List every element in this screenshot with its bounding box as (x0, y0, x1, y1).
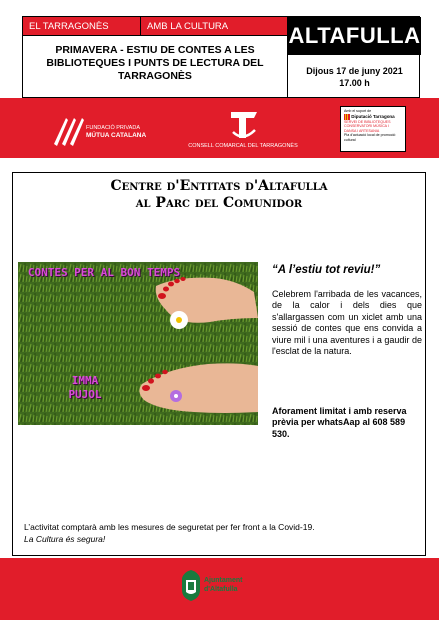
dip-detail-text: SERVEI DE BIBLIOTEQUES CONSERVATORI MÚSICA I DANSA I ARTESANIA (344, 119, 391, 133)
mutua-claw-icon (52, 114, 88, 148)
town-name: ALTAFULLA (288, 17, 421, 55)
dip-name-label: Diputació Tarragona (351, 113, 395, 119)
photo-overlay-author: IMMA PUJOL (68, 374, 102, 401)
event-description: Celebrem l'arribada de les vacances, de la calor i dels dies que s'allargassen com un xiclet amb una sessió de contes que ens convida a viure mil i una aventures i a gaudir de l'esclat de la natura. (272, 289, 422, 357)
venue-line1: Centre d'Entitats d'Altafulla (110, 178, 328, 194)
event-date: Dijous 17 de juny 2021 (306, 66, 403, 76)
feet-on-grass-photo (18, 262, 258, 425)
mutua-text (86, 125, 146, 139)
footer-band (0, 558, 439, 620)
consell-text: CONSELL COMARCAL DEL TARRAGONÈS (188, 143, 298, 149)
venue-line2: al Parc del Comunidor (135, 195, 303, 211)
mutua-catalana-logo (52, 114, 172, 148)
dip-bottom-text: Pla d'actuació local de promoció cultural (344, 133, 396, 142)
photo-illustration (18, 262, 258, 425)
dip-support-text: Amb el suport de (344, 109, 372, 113)
dip-shield-icon (344, 114, 350, 120)
mutua-line2: MÚTUA CATALANA (86, 132, 147, 139)
program-title: PRIMAVERA - ESTIU DE CONTES A LES BIBLIOTEQUES I PUNTS DE LECTURA DEL TARRAGONÈS (23, 36, 288, 99)
ajuntament-line1: Ajuntament (204, 577, 243, 584)
ajuntament-line2: d'Altafulla (204, 586, 238, 593)
ajuntament-logo (180, 568, 260, 608)
photo-overlay-title: CONTES PER AL BON TEMPS (27, 266, 181, 279)
consell-comarcal-logo (178, 108, 308, 152)
culture-slogan: La Cultura és segura! (24, 534, 106, 544)
venue-title (12, 172, 426, 212)
covid-notice: L’activitat comptarà amb les mesures de seguretat per fer front a la Covid-19. (24, 522, 315, 532)
tab-amb-la-cultura: AMB LA CULTURA (141, 17, 288, 36)
dip-name (344, 114, 402, 120)
tab-el-tarragones: EL TARRAGONÈS (23, 17, 141, 36)
ajuntament-shield-icon (180, 568, 202, 602)
event-time: 17.00 h (339, 78, 370, 88)
booking-info: Aforament limitat i amb reserva prèvia per whatsAap al 608 589 530. (272, 406, 407, 439)
sponsor-band (0, 98, 439, 158)
mutua-line1: FUNDACIÓ PRIVADA (86, 125, 140, 131)
headline-quote: “A l’estiu tot reviu!” (272, 264, 381, 276)
diputacio-logo (340, 106, 406, 152)
event-datetime (288, 55, 421, 99)
header-box (22, 16, 420, 98)
consell-t-icon (178, 108, 308, 142)
ajuntament-text (204, 576, 243, 594)
